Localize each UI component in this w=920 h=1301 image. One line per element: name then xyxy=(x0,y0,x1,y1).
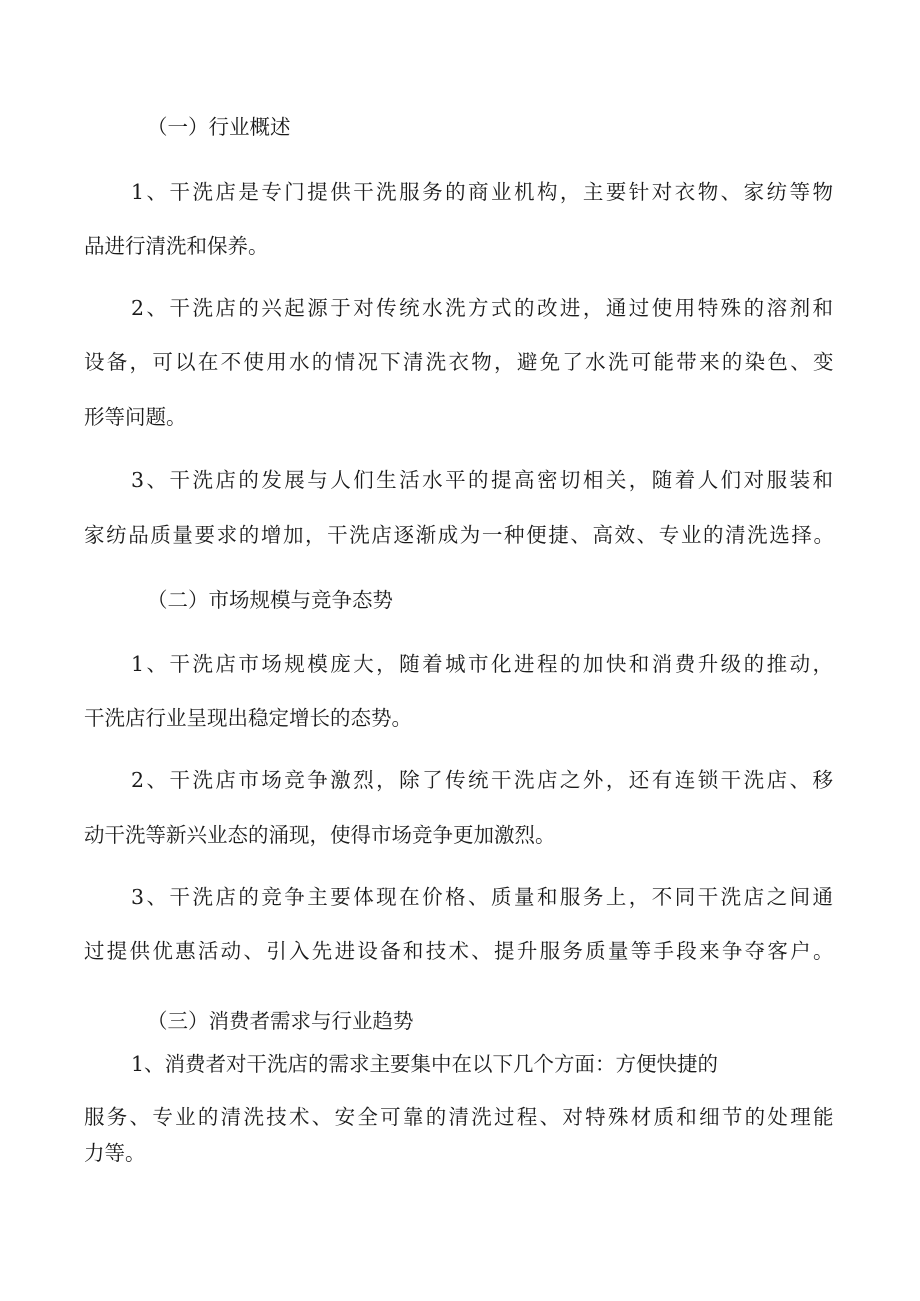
s2-paragraph-1-line-2: 干洗店行业呈现出稳定增长的态势。 xyxy=(84,706,412,730)
s1-paragraph-1-line-2: 品进行清洗和保养。 xyxy=(84,234,269,258)
s1-paragraph-2-line-3: 形等问题。 xyxy=(84,405,187,429)
s1-paragraph-1-line-1: 1、干洗店是专门提供干洗服务的商业机构，主要针对衣物、家纺等物 xyxy=(131,180,836,204)
s2-paragraph-2-line-2: 动干洗等新兴业态的涌现，使得市场竞争更加激烈。 xyxy=(84,823,556,847)
s3-paragraph-1-line-3: 力等。 xyxy=(84,1141,146,1165)
s2-paragraph-1-line-1: 1、干洗店市场规模庞大，随着城市化进程的加快和消费升级的推动， xyxy=(131,652,836,676)
s2-paragraph-3-line-1: 3、干洗店的竞争主要体现在价格、质量和服务上，不同干洗店之间通 xyxy=(131,885,836,909)
s2-paragraph-2-line-1: 2、干洗店市场竞争激烈，除了传统干洗店之外，还有连锁干洗店、移 xyxy=(131,768,836,792)
s1-paragraph-2-line-1: 2、干洗店的兴起源于对传统水洗方式的改进，通过使用特殊的溶剂和 xyxy=(131,296,836,320)
section-1-heading: （一）行业概述 xyxy=(147,115,291,139)
s3-paragraph-1-line-2: 服务、专业的清洗技术、安全可靠的清洗过程、对特殊材质和细节的处理能 xyxy=(84,1105,836,1129)
s1-paragraph-3-line-1: 3、干洗店的发展与人们生活水平的提高密切相关，随着人们对服装和 xyxy=(131,468,836,492)
s1-paragraph-3-line-2: 家纺品质量要求的增加，干洗店逐渐成为一种便捷、高效、专业的清洗选择。 xyxy=(84,523,836,547)
s2-paragraph-3-line-2: 过提供优惠活动、引入先进设备和技术、提升服务质量等手段来争夺客户。 xyxy=(84,939,836,963)
section-3-heading: （三）消费者需求与行业趋势 xyxy=(147,1009,414,1033)
section-2-heading: （二）市场规模与竞争态势 xyxy=(147,588,393,612)
s1-paragraph-2-line-2: 设备，可以在不使用水的情况下清洗衣物，避免了水洗可能带来的染色、变 xyxy=(84,350,836,374)
s3-paragraph-1-line-1: 1、消费者对干洗店的需求主要集中在以下几个方面：方便快捷的 xyxy=(131,1052,719,1076)
